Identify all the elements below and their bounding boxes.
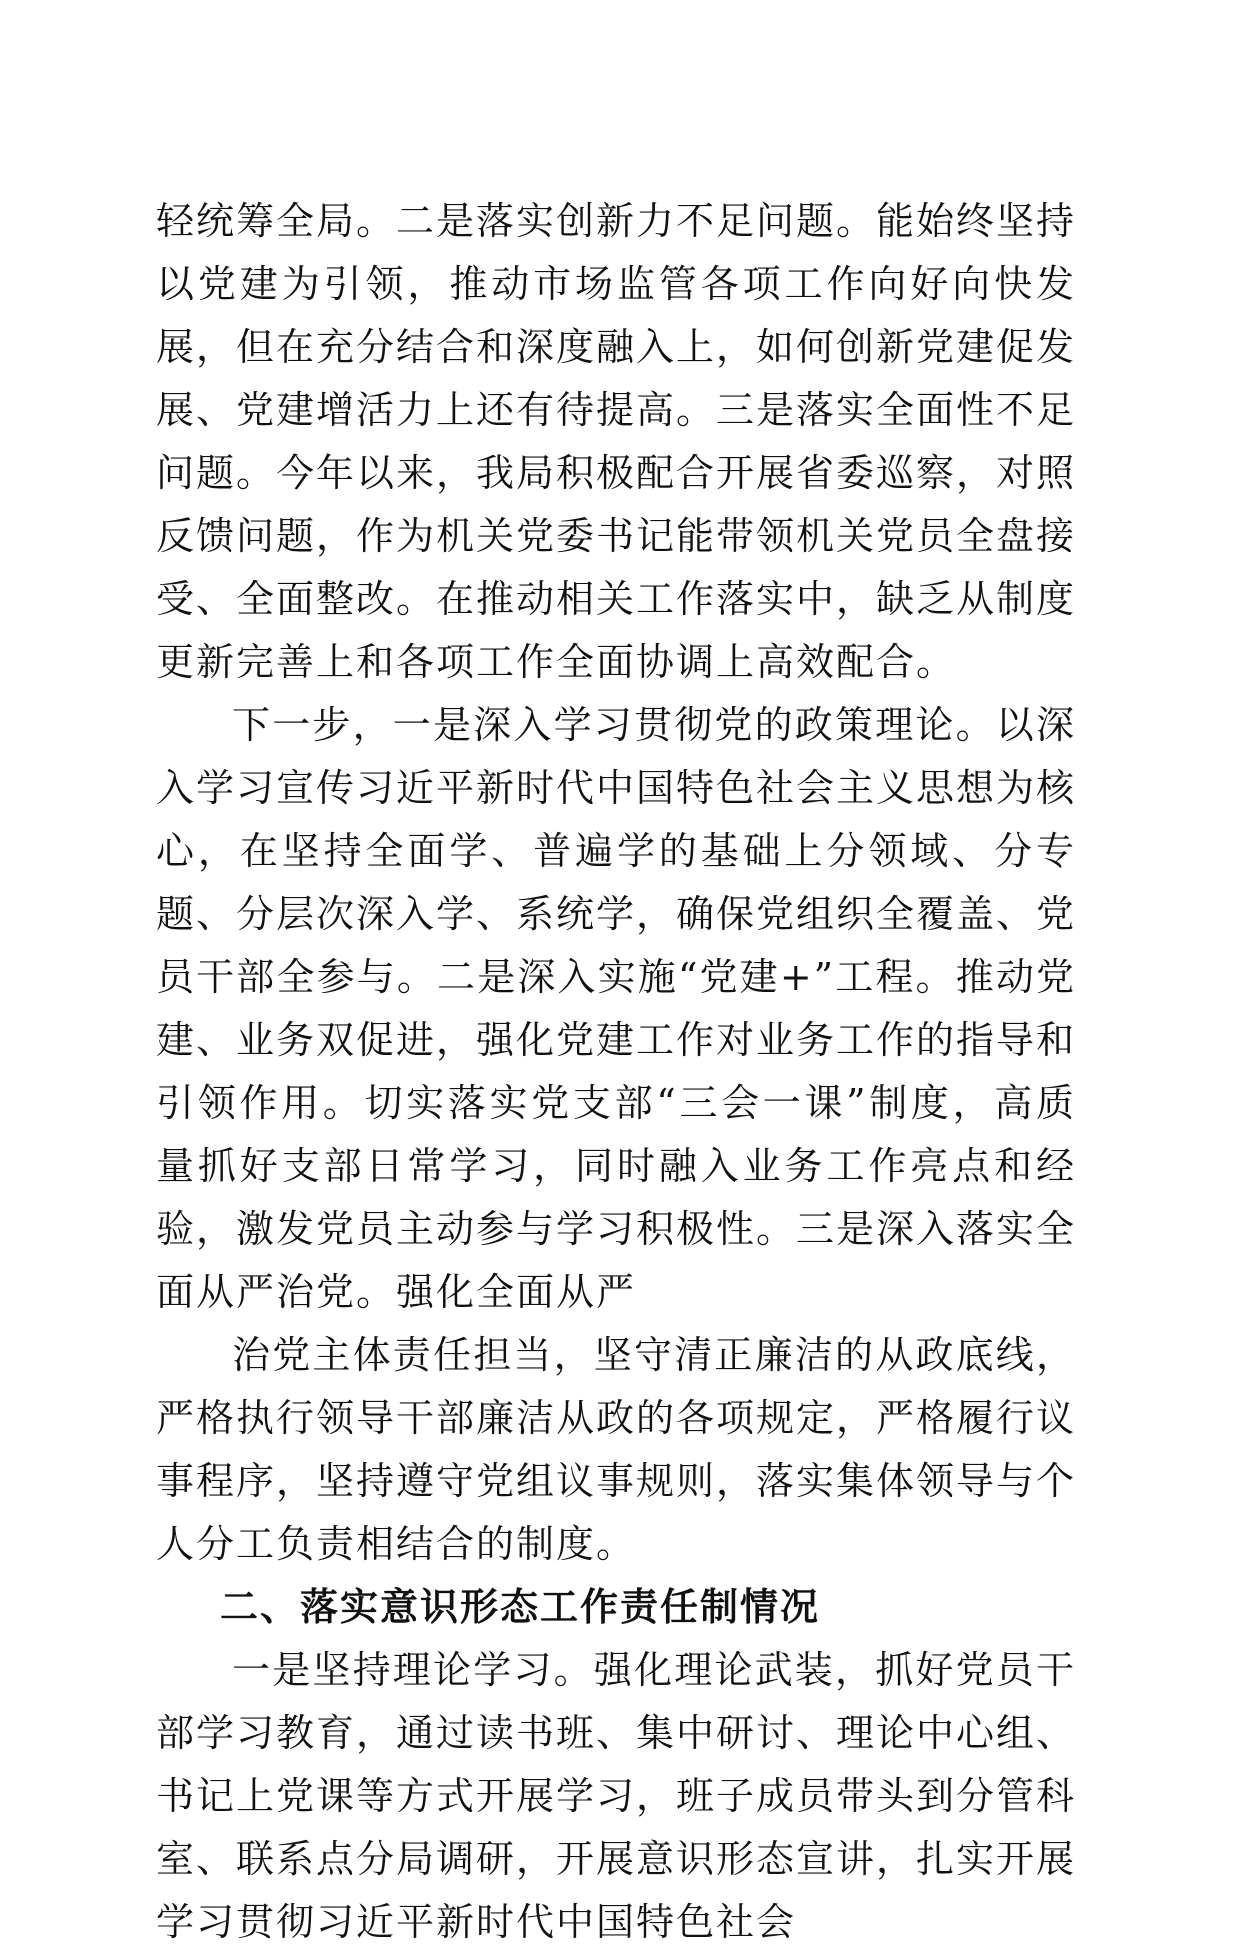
document-body xyxy=(156,190,1076,1954)
paragraph-next-steps: 下一步，一是深入学习贯彻党的政策理论。以深入学习宣传习近平新时代中国特色社会主义思想为核心，在坚持全面学、普遍学的基础上分领域、分专题、分层次深入学、系统学，确保党组织全覆盖、党员干部全参与。二是深入实施“党建+”工程。推动党建、业务双促进，强化党建工作对业务工作的指导和引领作用。切实落实党支部“三会一课”制度，高质量抓好支部日常学习，同时融入业务工作亮点和经验，激发党员主动参与学习积极性。三是深入落实全面从严治党。强化全面从严 xyxy=(156,703,1077,1314)
paragraph-continued-text: 轻统筹全局。二是落实创新力不足问题。能始终坚持以党建为引领，推动市场监管各项工作向好向快发展，但在充分结合和深度融入上，如何创新党建促发展、党建增活力上还有待提高。三是落实全面性不足问题。今年以来，我局积极配合开展省委巡察，对照反馈问题，作为机关党委书记能带领机关党员全盘接受、全面整改。在推动相关工作落实中，缺乏从制度更新完善上和各项工作全面协调上高效配合。 xyxy=(156,199,1077,684)
paragraph-theory-study: 一是坚持理论学习。强化理论武装，抓好党员干部学习教育，通过读书班、集中研讨、理论中心组、书记上党课等方式开展学习，班子成员带头到分管科室、联系点分局调研，开展意识形态宣讲，扎实开展学习贯彻习近平新时代中国特色社会 xyxy=(156,1648,1077,1944)
paragraph-party-governance: 治党主体责任担当，坚守清正廉洁的从政底线，严格执行领导干部廉洁从政的各项规定，严格履行议事程序，坚持遵守党组议事规则，落实集体领导与个人分工负责相结合的制度。 xyxy=(156,1333,1077,1566)
section-heading: 二、落实意识形态工作责任制情况 xyxy=(220,1585,821,1629)
